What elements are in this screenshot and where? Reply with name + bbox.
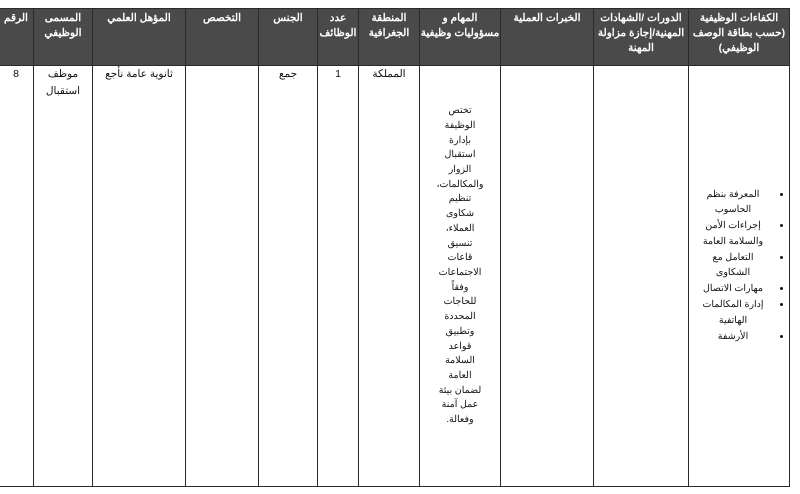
column-header-count: عدد الوظائف	[318, 9, 359, 66]
table-header	[0, 9, 790, 66]
cell-region	[359, 66, 420, 487]
cell-experience	[501, 66, 594, 487]
qualification-text: ثانوية عامة نأجع	[105, 68, 173, 80]
list-item: • إدارة المكالمات الهاتفية	[695, 297, 771, 327]
serial-text: 8	[13, 68, 19, 80]
column-header-job-title: المسمى الوظيفي	[34, 9, 93, 66]
column-header-gender: الجنس	[259, 9, 318, 66]
competencies-list	[689, 187, 789, 345]
cell-job-title	[34, 66, 93, 487]
region-text: المملكة	[372, 68, 406, 80]
column-header-duties: المهام و مسؤوليات وظيفية	[420, 9, 501, 66]
count-text: 1	[335, 68, 341, 80]
column-header-region: المنطقة الجغرافية	[359, 9, 420, 66]
gender-text: جمع	[278, 68, 298, 80]
column-header-qualification: المؤهل العلمي	[93, 9, 186, 66]
list-item: • المعرفة بنظم الحاسوب	[695, 187, 771, 217]
cell-count	[318, 66, 359, 487]
cell-duties	[420, 66, 501, 487]
courses-text	[594, 66, 688, 78]
cell-courses	[594, 66, 689, 487]
list-item: • الأرشفة	[695, 329, 771, 344]
list-item: • التعامل مع الشكاوى	[695, 250, 771, 280]
table-row	[0, 66, 790, 487]
cell-serial	[0, 66, 34, 487]
jobs-table	[0, 8, 790, 487]
column-header-competencies: الكفاءات الوظيفية (حسب بطاقة الوصف الوظيفي)	[689, 9, 790, 66]
column-header-experience: الخبرات العملية	[501, 9, 594, 66]
experience-text	[501, 66, 593, 78]
table-header-row	[0, 9, 790, 66]
column-header-serial: الرقم	[0, 9, 34, 66]
cell-specialization	[186, 66, 259, 487]
cell-qualification	[93, 66, 186, 487]
list-item: • إجراءات الأمن والسلامة العامة	[695, 218, 771, 248]
column-header-specialization: التخصص	[186, 9, 259, 66]
list-item: • مهارات الاتصال	[695, 281, 771, 296]
table-body	[0, 66, 790, 487]
duties-text: تختص الوظيفة بإدارة استقبال الزوار والمكالمات، تنظيم شكاوى العملاء، تنسيق قاعات الاجتماعات وفقاً للحاجات المحددة وتطبيق قواعد السلامة العامة لضمان بيئة عمل آمنة وفعالة.	[436, 105, 484, 426]
job-title-text: موظف استقبال	[45, 68, 81, 97]
cell-competencies	[689, 66, 790, 487]
column-header-courses: الدورات /الشهادات المهنية/إجازة مزاولة المهنة	[594, 9, 689, 66]
cell-gender	[259, 66, 318, 487]
